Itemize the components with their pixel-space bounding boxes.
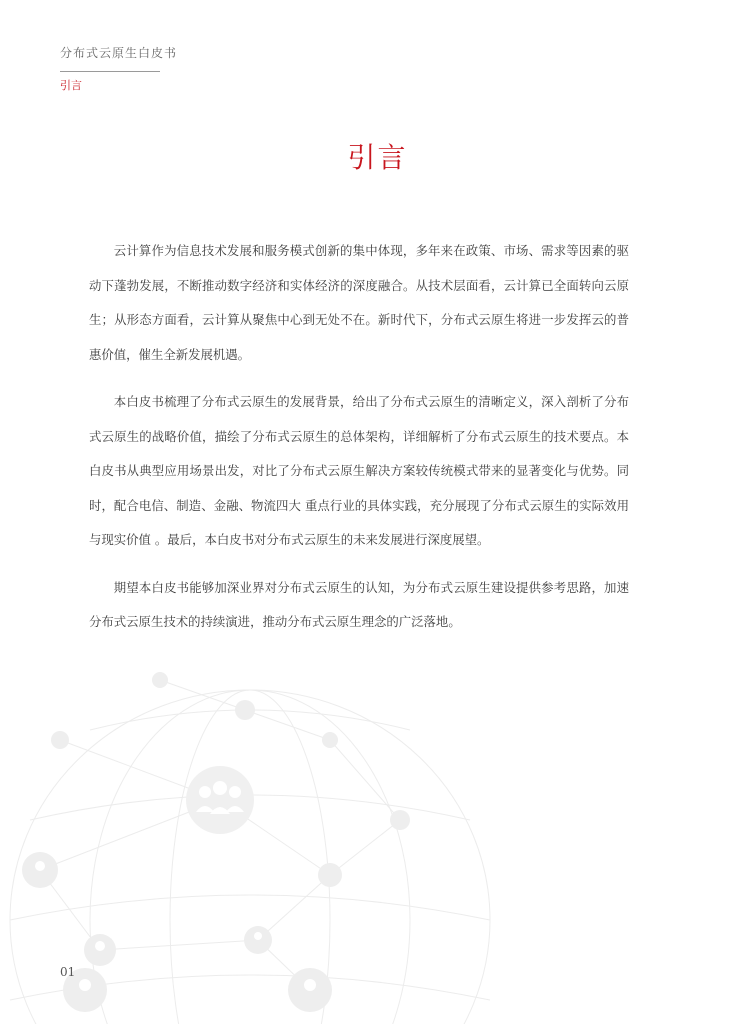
header-section-label: 引言 [60,79,82,92]
page-number: 01 [60,965,76,979]
page-title: 引言 [347,141,408,174]
body-text [89,234,629,653]
header-divider [60,71,160,72]
header-title: 分布式云原生白皮书 [60,46,178,60]
network-node-icons [22,672,410,1012]
paragraph-1: 云计算作为信息技术发展和服务模式创新的集中体现，多年来在政策、市场、需求等因素的驱动下蓬勃发展，不断推动数字经济和实体经济的深度融合。从技术层面看，云计算已全面转向云原生；从形态方面看，云计算从聚焦中心到无处不在。新时代下，分布式云原生将进一步发挥云的普惠价值，催生全新发展机遇。 [89,243,629,362]
network-globe-illustration [0,620,560,1024]
paragraph-3: 期望本白皮书能够加深业界对分布式云原生的认知，为分布式云原生建设提供参考思路，加速分布式云原生技术的持续演进，推动分布式云原生理念的广泛落地。 [89,579,629,629]
paragraph-2: 本白皮书梳理了分布式云原生的发展背景，给出了分布式云原生的清晰定义，深入剖析了分布式云原生的战略价值，描绘了分布式云原生的总体架构，详细解析了分布式云原生的技术要点。本白皮书从典型应用场景出发，对比了分布式云原生解决方案较传统模式带来的显著变化与优势。同时，配合电信、制造、金融、物流四大 重点行业的具体实践，充分展现了分布式云原生的实际效用与现实价值 。最后，本白皮书对分布式云原生的未来发展进行深度展望。 [89,394,629,547]
